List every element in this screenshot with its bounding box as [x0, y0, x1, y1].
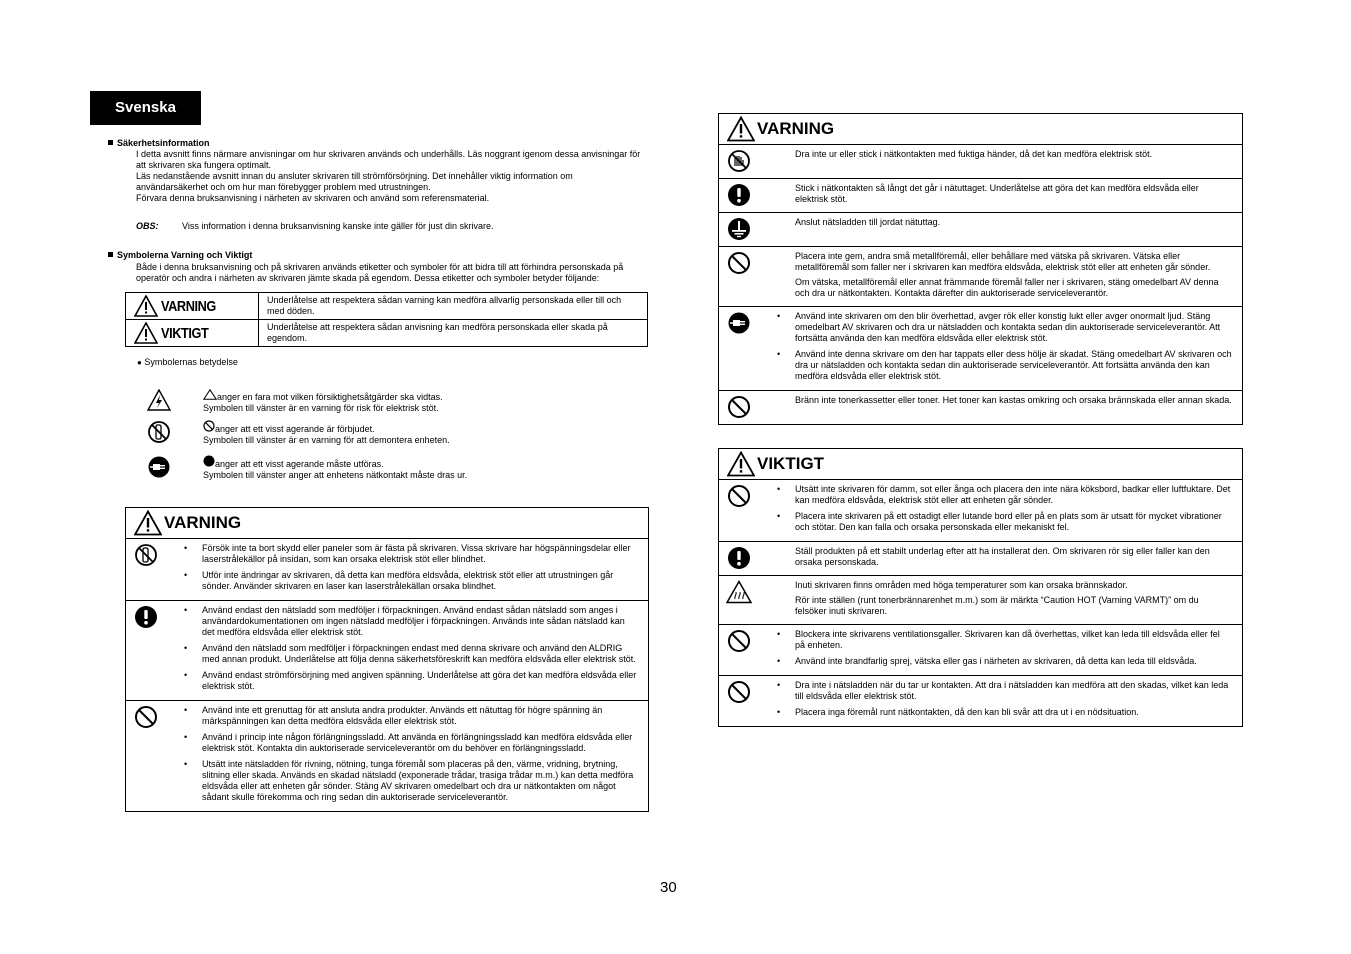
warning-row [719, 480, 1242, 541]
warning-row [719, 575, 1242, 624]
bullet-list [202, 543, 638, 592]
symbols-intro [136, 262, 696, 284]
paragraph: Placera inte gem, andra små metallföremål, eller behållare med vätska på skrivaren. Vätska eller metallföremål som faller ner i skrivaren kan medföra eldsvåda, elektrisk stöt eller att enheten går sönder. [795, 251, 1211, 272]
signal-row-varning [126, 293, 648, 320]
list-item: • Placera inga föremål runt nätkontakten, då den kan bli svår att dra ut i en nödsituation. [795, 707, 1232, 718]
mandatory-icon [727, 183, 751, 212]
warning-row [719, 541, 1242, 575]
hot-surface-icon [726, 580, 752, 624]
warning-triangle-icon [134, 322, 158, 344]
signal-row-viktigt [126, 320, 648, 347]
paragraph: Inuti skrivaren finns områden med höga temperaturer som kan orsaka brännskador. [795, 580, 1128, 590]
unplug-icon [147, 455, 171, 479]
list-item: • Blockera inte skrivarens ventilationsgaller. Skrivaren kan då överhettas, vilket kan leda till eldsvåda eller fel på enheten. [795, 629, 1232, 651]
shock-triangle-icon [147, 389, 171, 411]
viktigt-box-right [718, 448, 1243, 727]
paragraph: Stick i nätkontakten så långt det går i nätuttaget. Underlåtelse att göra det kan medföra eldsvåda eller elektrisk stöt. [795, 183, 1199, 204]
prohibited-icon [727, 251, 751, 306]
obs-text: Viss information i denna bruksanvisning kanske inte gäller för just din skrivare. [182, 221, 494, 231]
box-title-text: VARNING [164, 513, 242, 532]
bullet-list [795, 629, 1232, 667]
bullet-list [795, 311, 1232, 382]
warning-row [719, 246, 1242, 306]
prohibited-icon [727, 680, 751, 726]
safety-heading: Säkerhetsinformation [108, 138, 210, 148]
safety-intro [136, 149, 696, 204]
language-tab: Svenska [90, 91, 201, 125]
bullet-list [202, 605, 638, 692]
box-body [126, 539, 648, 811]
no-disassemble-icon [147, 420, 171, 444]
warning-row [719, 178, 1242, 212]
box-title-text: VARNING [757, 119, 835, 138]
warning-triangle-icon [134, 510, 164, 536]
symbols-heading: Symbolerna Varning och Viktigt [108, 250, 252, 260]
box-title [719, 114, 1242, 145]
signal-desc: Underlåtelse att respektera sådan anvisning kan medföra personskada eller skada på egendom. [259, 320, 648, 347]
list-item: • Utsätt inte skrivaren för damm, sot eller ånga och placera den inte nära köksbord, badkar eller luftfuktare. Det kan medföra eldsvåda, elektrisk stöt eller att enheten går sönder. [795, 484, 1232, 506]
warning-row [126, 600, 648, 700]
prohibited-icon [727, 484, 751, 541]
text-line: användarsäkerhet och om hur man förebygger problem med utrustningen. [136, 182, 431, 192]
paragraph: Dra inte ur eller stick i nätkontakten med fuktiga händer, då det kan medföra elektrisk stöt. [795, 149, 1153, 159]
paragraph: Bränn inte tonerkassetter eller toner. Het toner kan kastas omkring och orsaka brännskada eller annan skada. [795, 395, 1232, 405]
paragraph: Ställ produkten på ett stabilt underlag efter att ha installerat den. Om skrivaren rör sig eller faller kan den orsaka personskada. [795, 546, 1210, 567]
signal-word-table [125, 292, 648, 347]
warning-triangle-icon [727, 451, 757, 477]
list-item: • Använd inte ett grenuttag för att ansluta andra produkter. Används ett nätuttag för högre spänning än märkspänningen kan detta medföra eldsvåda eller elektrisk stöt. [202, 705, 638, 727]
paragraph: Om vätska, metallföremål eller annat främmande föremål faller ner i skrivaren, stäng omedelbart AV denna och dra ur nätkontakten. Kontakta därefter din auktoriserade serviceleverantör. [795, 277, 1219, 298]
paragraph: Anslut nätsladden till jordat nätuttag. [795, 217, 941, 227]
list-item: • Dra inte i nätsladden när du tar ur kontakten. Att dra i nätsladden kan medföra att den skadas, vilket kan leda till eldsvåda eller elektrisk stöt. [795, 680, 1232, 702]
list-item: • Använd i princip inte någon förlängningssladd. Att använda en förlängningssladd kan medföra eldsvåda eller elektrisk stöt. Kontakta din auktoriserade serviceleverantör om du behöver en förlängningssladd. [202, 732, 638, 754]
list-item: • Försök inte ta bort skydd eller paneler som är fästa på skrivaren. Vissa skrivare har högspänningsdelar eller laserstrålekällor på insidan, som kan orsaka elektrisk stöt eller blindhet. [202, 543, 638, 565]
list-item: • Använd den nätsladd som medföljer i förpackningen endast med denna skrivare och använd den ALDRIG med annan produkt. Underlåtelse att följa denna säkerhetsföreskrift kan medföra eldsvåda eller elektrisk stöt. [202, 643, 638, 665]
meaning-heading: ● Symbolernas betydelse [137, 357, 238, 367]
text-line: Läs nedanstående avsnitt innan du ansluter skrivaren till strömförsörjning. Det innehåller viktig information om [136, 171, 573, 181]
list-item: • Använd endast strömförsörjning med angiven spänning. Underlåtelse att göra det kan medföra eldsvåda eller elektrisk stöt. [202, 670, 638, 692]
list-item: • Använd inte denna skrivare om den har tappats eller dess hölje är skadat. Stäng omedelbart AV skrivaren och dra ur nätsladden och kontakta sedan din auktoriserade serviceleverantör. Att fortsätta använda den kan medföra eldsvåda eller elektrisk stöt. [795, 349, 1232, 382]
meaning-row: anger att ett visst agerande måste utföras. Symbolen till vänster anger att enhetens nätkontakt måste dras ur. [147, 455, 467, 481]
caution-triangle-icon [203, 389, 217, 400]
list-item: • Placera inte skrivaren på ett ostadigt eller lutande bord eller på en plats som är utsatt för mycket vibrationer och stötar. Den kan falla och orsaka personskada eller mekaniskt fel. [795, 511, 1232, 533]
mandatory-icon [727, 546, 751, 575]
list-item: • Utsätt inte nätsladden för rivning, nötning, tunga föremål som placeras på den, värme, vridning, brytning, slitning eller skada. Används en skadad nätsladd (exponerade trådar, trasiga trådar m.m.) kan detta medföra eldsvåda eller att enheten går sönder. Stäng AV skrivaren omedelbart och dra ur nätkontakten om något sådant skulle förekomma och ring sedan din auktoriserade serviceleverantör. [202, 759, 638, 803]
varning-box-right [718, 113, 1243, 425]
warning-row [719, 306, 1242, 390]
signal-desc: Underlåtelse att respektera sådan varning kan medföra allvarlig personskada eller till och med döden. [259, 293, 648, 320]
bullet-list [795, 484, 1232, 533]
mandatory-dot-icon [203, 455, 215, 467]
prohibited-icon [727, 395, 751, 424]
text-line: I detta avsnitt finns närmare anvisningar om hur skrivaren används och underhålls. Läs noggrant igenom dessa anvisningar för [136, 149, 641, 159]
prohibited-icon [727, 629, 751, 675]
box-title [126, 508, 648, 539]
box-body [719, 145, 1242, 424]
text-line: Förvara denna bruksanvisning i närheten av skrivaren och använd som referensmaterial. [136, 193, 490, 203]
warning-row [126, 700, 648, 811]
obs-label: OBS: [136, 221, 159, 231]
box-body [719, 480, 1242, 726]
box-title-text: VIKTIGT [757, 454, 825, 473]
list-item: • Använd inte skrivaren om den blir överhettad, avger rök eller konstig lukt eller avger onormalt ljud. Stäng omedelbart AV skrivaren och dra ur nätsladden och kontakta sedan din auktoriserade serviceleverantör. Att fortsätta använda den kan medföra eldsvåda eller elektrisk stöt. [795, 311, 1232, 344]
bullet-list [202, 705, 638, 803]
meaning-row: anger att ett visst agerande är förbjudet. Symbolen till vänster är en varning för att demontera enheten. [147, 420, 450, 446]
text-line: operatör och andra i närheten av skrivaren jämte skada på egendom. Dessa etiketter och symboler betyder följande: [136, 273, 600, 283]
text-line: att skrivaren ska fungera optimalt. [136, 160, 272, 170]
warning-row [719, 624, 1242, 675]
warning-row [719, 145, 1242, 178]
no-disassemble-icon [134, 543, 158, 600]
paragraph: Rör inte ställen (runt tonerbrännarenhet m.m.) som är märkta “Caution HOT (Varning VARMT)” om du felsöker inuti skrivaren. [795, 595, 1199, 616]
no-wet-hands-icon [727, 149, 751, 178]
warning-triangle-icon [134, 295, 158, 317]
warning-triangle-icon [727, 116, 757, 142]
text-line: Både i denna bruksanvisning och på skrivaren används etiketter och symboler för att bidra till att förhindra personskada på [136, 262, 624, 272]
meaning-row: anger en fara mot vilken försiktighetsåtgärder ska vidtas. Symbolen till vänster är en varning för risk för elektrisk stöt. [147, 389, 443, 414]
unplug-icon [727, 311, 751, 390]
list-item: • Använd endast den nätsladd som medföljer i förpackningen. Använd endast sådan nätsladd som anges i användardokumentationen om ingen nätsladd medföljer i förpackningen. Används inte sådan nätsladd kan det medföra eldsvåda eller elektrisk stöt. [202, 605, 638, 638]
signal-word: VIKTIGT [160, 324, 208, 342]
warning-row [126, 539, 648, 600]
bullet-list [795, 680, 1232, 718]
box-title [719, 449, 1242, 480]
warning-row [719, 675, 1242, 726]
prohibited-icon [203, 420, 215, 432]
warning-row [719, 212, 1242, 246]
page-number: 30 [660, 879, 677, 896]
signal-word: VARNING [160, 297, 216, 315]
list-item: • Utför inte ändringar av skrivaren, då detta kan medföra eldsvåda, elektrisk stöt eller att utrustningen går sönder. Använder skrivaren en laser kan laserstrålekällan orsaka blindhet. [202, 570, 638, 592]
ground-icon [727, 217, 751, 246]
warning-row [719, 390, 1242, 424]
mandatory-icon [134, 605, 158, 700]
prohibited-icon [134, 705, 158, 811]
list-item: • Använd inte brandfarlig sprej, vätska eller gas i närheten av skrivaren, då detta kan leda till eldsvåda. [795, 656, 1232, 667]
varning-box-left [125, 507, 649, 812]
